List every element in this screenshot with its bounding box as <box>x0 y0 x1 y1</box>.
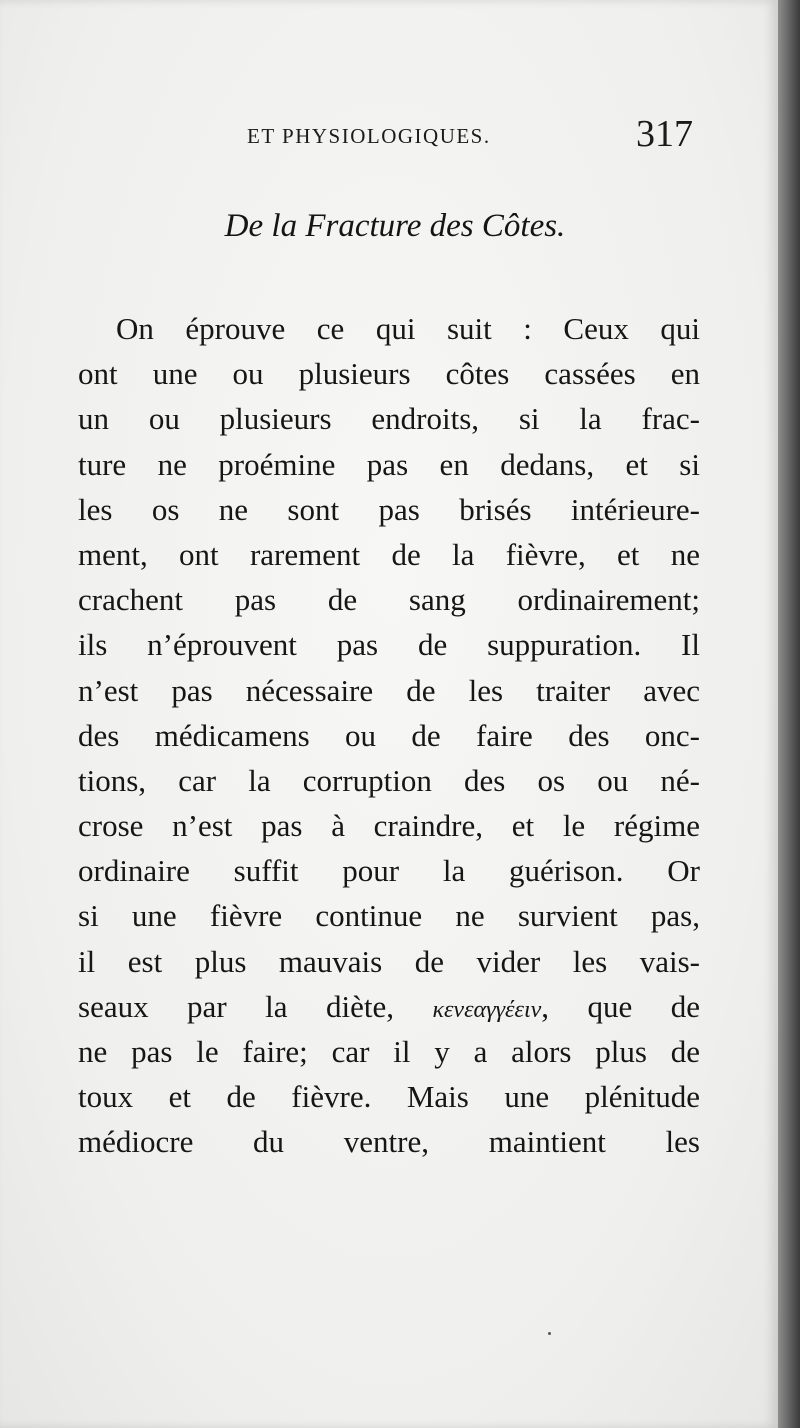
text-line: tions, car la corruption des os ou né- <box>78 762 700 798</box>
text-line: médiocre du ventre, maintient les <box>78 1124 700 1160</box>
text-segment: seaux par la diète, <box>78 988 433 1024</box>
body-paragraph <box>78 306 700 1165</box>
text-line: des médicamens ou de faire des onc- <box>78 717 700 753</box>
text-line <box>78 984 700 1029</box>
text-line: ne pas le faire; car il y a alors plus de <box>78 1034 700 1069</box>
page-edge-shadow <box>778 0 800 1428</box>
paper-speck <box>548 1332 551 1335</box>
text-line: ordinaire suffit pour la guérison. Or <box>78 853 700 889</box>
text-line: si une fièvre continue ne survient pas, <box>78 898 700 934</box>
text-line: un ou plusieurs endroits, si la frac- <box>78 401 700 437</box>
running-head: ET PHYSIOLOGIQUES. <box>247 124 491 148</box>
text-line: ils n’éprouvent pas de suppuration. Il <box>78 627 700 663</box>
text-segment: , que de <box>541 988 700 1024</box>
text-line: On éprouve ce qui suit : Ceux qui <box>116 311 700 346</box>
text-line: ont une ou plusieurs côtes cassées en <box>78 356 700 392</box>
text-line: n’est pas nécessaire de les traiter avec <box>78 672 700 708</box>
text-line: il est plus mauvais de vider les vais- <box>78 943 700 979</box>
page-number: 317 <box>636 113 693 155</box>
greek-word: κενεαγγέειν <box>432 996 542 1023</box>
page-header <box>0 112 778 162</box>
text-line: ment, ont rarement de la fièvre, et ne <box>78 536 700 572</box>
text-line: toux et de fièvre. Mais une plénitude <box>78 1079 700 1115</box>
text-line: les os ne sont pas brisés intérieure- <box>78 491 700 527</box>
text-line: crachent pas de sang ordinairement; <box>78 582 700 618</box>
text-line: ture ne proémine pas en dedans, et si <box>78 446 700 482</box>
section-title: De la Fracture des Côtes. <box>224 208 566 244</box>
text-line: crose n’est pas à craindre, et le régime <box>78 808 700 844</box>
